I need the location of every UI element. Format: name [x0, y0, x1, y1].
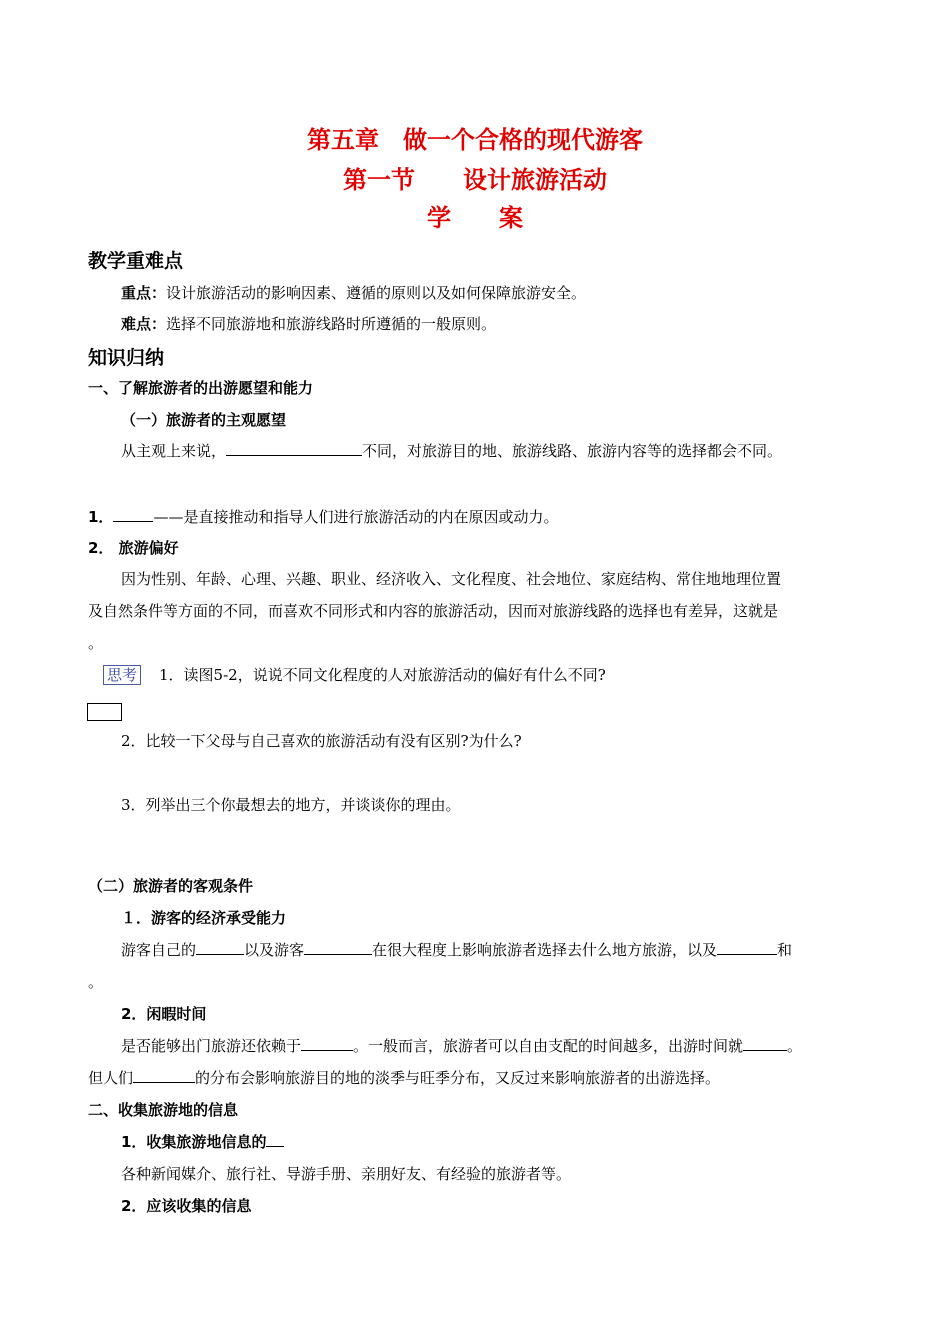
fill-blank	[304, 940, 372, 955]
subjective-paragraph	[121, 440, 782, 461]
focus-text: 设计旅游活动的影响因素、遵循的原则以及如何保障旅游安全。	[166, 284, 587, 302]
knowledge-heading: 知识归纳	[88, 347, 165, 369]
text-fragment: 在很大程度上影响旅游者选择去什么地方旅游，以及	[372, 941, 718, 959]
text-fragment: 和	[777, 941, 793, 959]
leisure-line1	[121, 1035, 802, 1056]
fill-blank	[266, 1132, 284, 1147]
question-1: 1．读图5-2，说说不同文化程度的人对旅游活动的偏好有什么不同?	[159, 666, 606, 684]
focus-line	[121, 282, 586, 303]
text-fragment: 以及游客	[244, 941, 305, 959]
item-number: 2．	[88, 539, 114, 557]
item-number: 1．	[88, 508, 114, 526]
section2-title: 二、收集旅游地的信息	[88, 1101, 239, 1119]
economic-paragraph-end: 。	[88, 973, 104, 991]
chapter-title: 第五章 做一个合格的现代游客	[307, 126, 643, 154]
economic-heading: １．游客的经济承受能力	[121, 909, 287, 927]
empty-box	[87, 703, 122, 721]
text-fragment: 不同，对旅游目的地、旅游线路、旅游内容等的选择都会不同。	[362, 442, 783, 460]
section1-title: 一、了解旅游者的出游愿望和能力	[88, 379, 314, 397]
think-row	[103, 664, 606, 685]
question-3: 3．列举出三个你最想去的地方，并谈谈你的理由。	[121, 796, 461, 814]
text-fragment: 1．收集旅游地信息的	[121, 1133, 267, 1151]
text-fragment: ——是直接推动和指导人们进行旅游活动的内在原因或动力。	[153, 508, 559, 526]
info-source-text: 各种新闻媒介、旅行社、导游手册、亲朋好友、有经验的旅游者等。	[121, 1165, 572, 1183]
fill-blank	[743, 1036, 787, 1051]
preference-line2: 及自然条件等方面的不同，而喜欢不同形式和内容的旅游活动，因而对旅游线路的选择也有差异，这就是	[88, 602, 779, 620]
leisure-line2	[88, 1067, 720, 1088]
difficulty-line	[121, 313, 496, 334]
text-fragment: 。	[787, 1037, 803, 1055]
text-fragment: 的分布会影响旅游目的地的淡季与旺季分布，又反过来影响旅游者的出游选择。	[195, 1069, 721, 1087]
fill-blank	[717, 940, 777, 955]
section-title: 第一节 设计旅游活动	[343, 166, 607, 194]
item2-heading	[88, 537, 179, 558]
question-2: 2．比较一下父母与自己喜欢的旅游活动有没有区别?为什么?	[121, 732, 522, 750]
text-fragment: 游客自己的	[121, 941, 197, 959]
fill-blank	[301, 1036, 353, 1051]
leisure-heading: 2．闲暇时间	[121, 1005, 207, 1023]
difficulty-text: 选择不同旅游地和旅游线路时所遵循的一般原则。	[166, 315, 497, 333]
fill-blank	[133, 1068, 195, 1083]
item-title: 旅游偏好	[118, 539, 179, 557]
economic-paragraph	[121, 939, 792, 960]
fill-blank	[113, 507, 153, 522]
doc-type-title: 学 案	[427, 204, 523, 232]
text-fragment: 是否能够出门旅游还依赖于	[121, 1037, 302, 1055]
key-points-heading: 教学重难点	[88, 250, 184, 272]
text-fragment: 从主观上来说，	[121, 442, 227, 460]
info-collect-heading: 2．应该收集的信息	[121, 1197, 252, 1215]
think-badge: 思考	[103, 665, 141, 685]
subsection1-title: （一）旅游者的主观愿望	[121, 411, 287, 429]
info-source-heading	[121, 1131, 284, 1152]
text-fragment: 但人们	[88, 1069, 134, 1087]
fill-blank	[196, 940, 244, 955]
item1-line	[88, 506, 558, 527]
preference-line1: 因为性别、年龄、心理、兴趣、职业、经济收入、文化程度、社会地位、家庭结构、常住地地理位置	[121, 570, 782, 588]
text-fragment: 。一般而言，旅游者可以自由支配的时间越多，出游时间就	[353, 1037, 744, 1055]
difficulty-label: 难点：	[121, 315, 167, 333]
fill-blank	[226, 441, 362, 456]
subsection2-title: （二）旅游者的客观条件	[88, 877, 254, 895]
preference-line3: 。	[88, 634, 104, 652]
focus-label: 重点：	[121, 284, 167, 302]
